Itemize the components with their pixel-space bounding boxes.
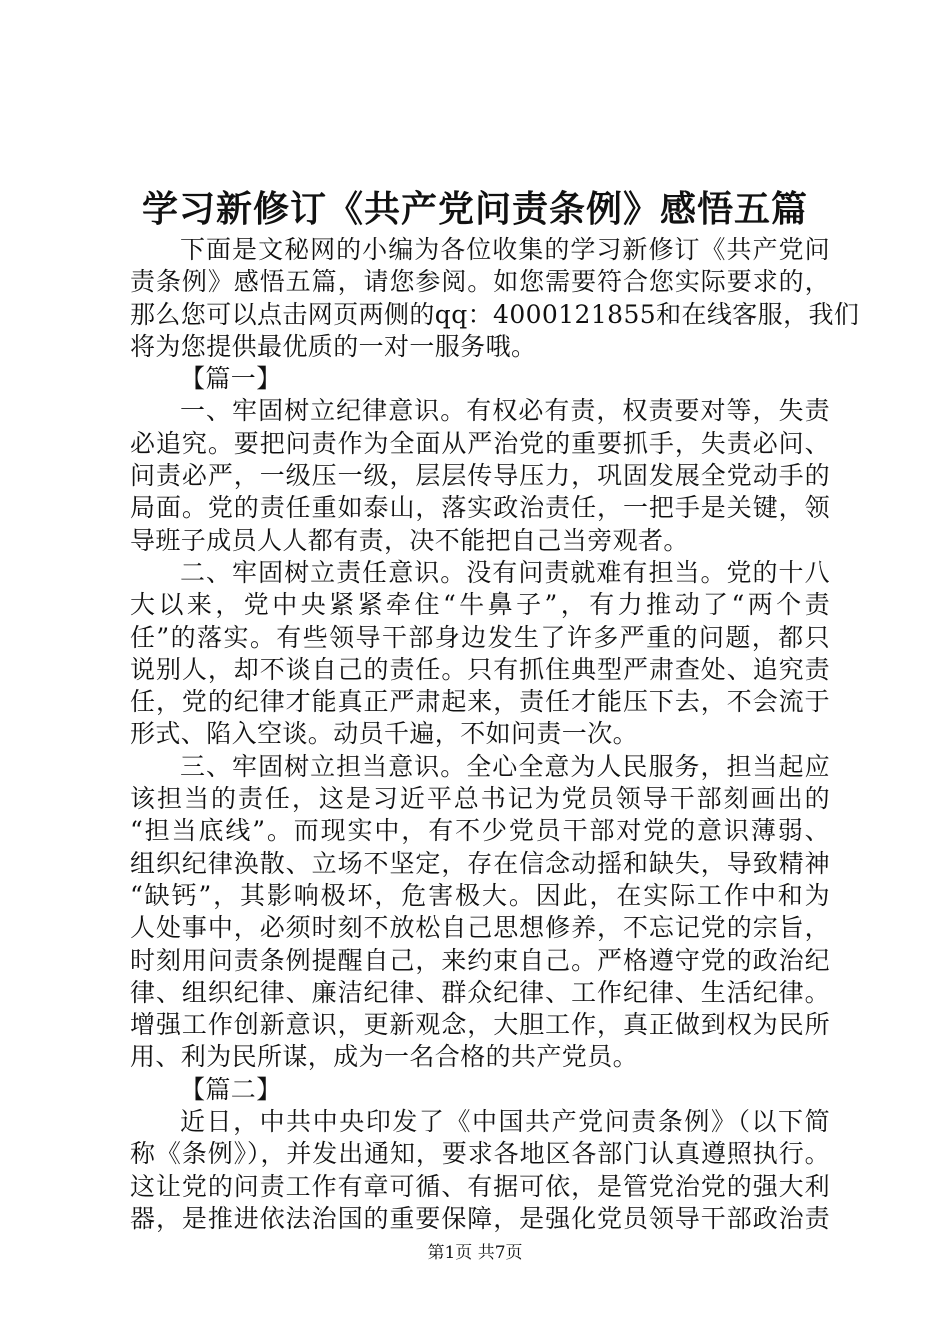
text-line: 三、牢固树立担当意识。全心全意为人民服务，担当起应 — [180, 751, 830, 781]
text-line: 该担当的责任，这是习近平总书记为党员领导干部刻画出的 — [130, 784, 830, 814]
text-line: 下面是文秘网的小编为各位收集的学习新修订《共产党问 — [180, 235, 830, 264]
text-line: 任，党的纪律才能真正严肃起来，责任才能压下去，不会流于 — [130, 687, 830, 717]
text-line: 增强工作创新意识，更新观念，大胆工作，真正做到权为民所 — [130, 1010, 830, 1040]
document-body — [130, 234, 860, 1235]
text-line: 组织纪律涣散、立场不坚定，存在信念动摇和缺失，导致精神 — [130, 848, 830, 878]
text-line: 时刻用问责条例提醒自己，来约束自己。严格遵守党的政治纪 — [130, 945, 830, 975]
text-line: 器，是推进依法治国的重要保障，是强化党员领导干部政治责 — [130, 1203, 830, 1233]
page-footer: 第1页 共7页 — [427, 1243, 523, 1263]
page-title: 学习新修订《共产党问责条例》感悟五篇 — [141, 188, 808, 230]
text-line: 【篇二】 — [180, 1074, 282, 1104]
text-line: 任”的落实。有些领导干部身边发生了许多严重的问题，都只 — [130, 622, 830, 652]
text-line: “担当底线”。而现实中，有不少党员干部对党的意识薄弱、 — [130, 816, 830, 846]
text-line: 必追究。要把问责作为全面从严治党的重要抓手，失责必问、 — [130, 428, 830, 458]
text-line: 局面。党的责任重如泰山，落实政治责任，一把手是关键，领 — [130, 493, 830, 523]
text-line: 将为您提供最优质的一对一服务哦。 — [130, 331, 537, 361]
text-line: 【篇一】 — [180, 364, 282, 394]
text-line: 导班子成员人人都有责，决不能把自己当旁观者。 — [130, 525, 689, 555]
text-line: “缺钙”，其影响极坏，危害极大。因此，在实际工作中和为 — [130, 880, 830, 910]
text-line: 近日，中共中央印发了《中国共产党问责条例》（以下简 — [180, 1107, 830, 1137]
text-line: 一、牢固树立纪律意识。有权必有责，权责要对等，失责 — [180, 396, 830, 426]
text-line: 说别人，却不谈自己的责任。只有抓住典型严肃查处、追究责 — [130, 654, 830, 684]
text-line: 大以来，党中央紧紧牵住“牛鼻子”，有力推动了“两个责 — [130, 590, 830, 620]
text-line: 责条例》感悟五篇，请您参阅。如您需要符合您实际要求的， — [130, 267, 830, 297]
text-line: 那么您可以点击网页两侧的qq：4000121855和在线客服，我们 — [130, 299, 860, 329]
text-line: 问责必严，一级压一级，层层传导压力，巩固发展全党动手的 — [130, 461, 830, 491]
text-line: 称《条例》），并发出通知，要求各地区各部门认真遵照执行。 — [130, 1139, 830, 1169]
text-line: 二、牢固树立责任意识。没有问责就难有担当。党的十八 — [180, 557, 830, 587]
text-line: 形式、陷入空谈。动员千遍，不如问责一次。 — [130, 719, 639, 749]
text-line: 用、利为民所谋，成为一名合格的共产党员。 — [130, 1042, 639, 1072]
text-line: 人处事中，必须时刻不放松自己思想修养，不忘记党的宗旨， — [130, 913, 830, 943]
text-line: 律、组织纪律、廉洁纪律、群众纪律、工作纪律、生活纪律。 — [130, 977, 830, 1007]
text-line: 这让党的问责工作有章可循、有据可依，是管党治党的强大利 — [130, 1171, 830, 1201]
